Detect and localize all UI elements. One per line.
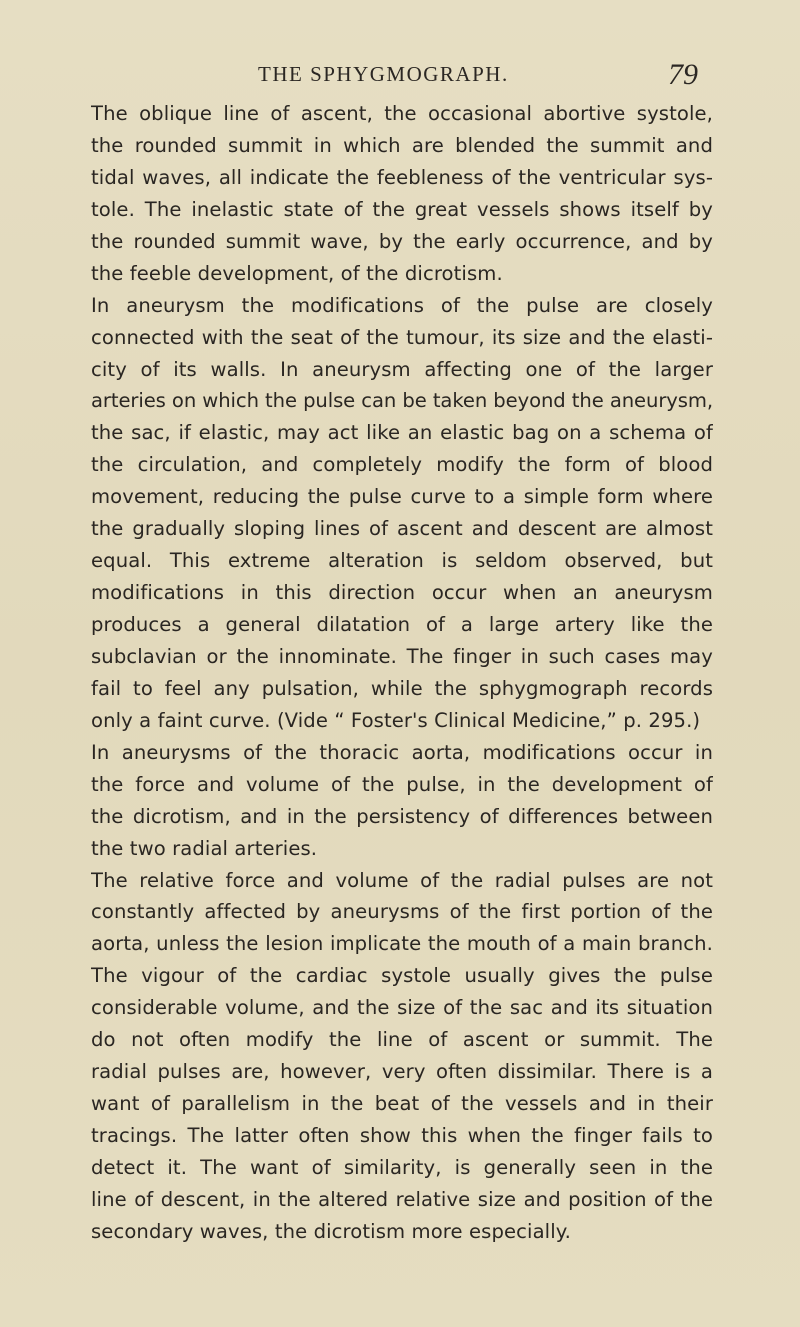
page-number: 79	[668, 58, 698, 91]
text-line: do not often modify the line of ascent or summit. The	[91, 1028, 713, 1052]
text-line: The relative force and volume of the radial pulses are not	[91, 868, 713, 892]
paragraph-3	[91, 737, 713, 865]
text-line: want of parallelism in the beat of the vessels and in their	[91, 1092, 713, 1116]
text-line: city of its walls. In aneurysm affecting one of the larger	[91, 357, 713, 381]
text-line: The oblique line of ascent, the occasional abortive systole,	[91, 102, 713, 125]
text-line: the circulation, and completely modify the form of blood	[91, 453, 713, 477]
text-line: secondary waves, the dicrotism more especially.	[91, 1219, 571, 1243]
paragraph-2	[91, 290, 713, 737]
text-line: The vigour of the cardiac systole usually gives the pulse	[91, 964, 713, 988]
text-line: the rounded summit wave, by the early occurrence, and by	[91, 229, 713, 253]
text-line: arteries on which the pulse can be taken beyond the aneurysm,	[91, 389, 713, 413]
text-line: modifications in this direction occur when an aneurysm	[91, 581, 713, 605]
text-line: the feeble development, of the dicrotism.	[91, 261, 503, 285]
paragraph-4	[91, 865, 713, 1248]
text-line: the dicrotism, and in the persistency of differences between	[91, 804, 713, 828]
text-line: line of descent, in the altered relative size and position of the	[91, 1187, 713, 1211]
text-line: equal. This extreme alteration is seldom observed, but	[91, 549, 713, 573]
text-line: the sac, if elastic, may act like an elastic bag on a schema of	[91, 421, 713, 445]
body-text	[91, 98, 713, 1248]
text-line: aorta, unless the lesion implicate the mouth of a main branch.	[91, 932, 713, 956]
text-line: tracings. The latter often show this when the finger fails to	[91, 1124, 713, 1147]
running-title: THE SPHYGMOGRAPH.	[258, 62, 509, 86]
text-line: In aneurysms of the thoracic aorta, modifications occur in	[91, 740, 713, 764]
paragraph-1	[91, 98, 713, 290]
text-line: connected with the seat of the tumour, its size and the elasti-	[91, 325, 713, 349]
text-line: the gradually sloping lines of ascent and descent are almost	[91, 517, 713, 541]
text-line: In aneurysm the modifications of the pulse are closely	[91, 293, 713, 317]
text-line: fail to feel any pulsation, while the sphygmograph records	[91, 676, 713, 700]
text-line: the force and volume of the pulse, in the development of	[91, 772, 713, 796]
text-line: subclavian or the innominate. The finger in such cases may	[91, 644, 713, 668]
running-head	[0, 58, 800, 91]
text-line: radial pulses are, however, very often dissimilar. There is a	[91, 1060, 713, 1084]
text-line: tidal waves, all indicate the feebleness of the ventricular sys-	[91, 165, 713, 189]
text-line: detect it. The want of similarity, is generally seen in the	[91, 1155, 713, 1179]
text-line: only a faint curve. (Vide “ Foster's Clinical Medicine,” p. 295.)	[91, 708, 701, 732]
text-line: movement, reducing the pulse curve to a simple form where	[91, 485, 713, 509]
text-line: the two radial arteries.	[91, 836, 318, 860]
text-line: considerable volume, and the size of the sac and its situation	[91, 996, 713, 1020]
text-line: constantly affected by aneurysms of the first portion of the	[91, 900, 713, 924]
text-line: tole. The inelastic state of the great vessels shows itself by	[91, 197, 713, 221]
text-line: the rounded summit in which are blended the summit and	[91, 133, 713, 157]
text-line: produces a general dilatation of a large artery like the	[91, 613, 713, 636]
